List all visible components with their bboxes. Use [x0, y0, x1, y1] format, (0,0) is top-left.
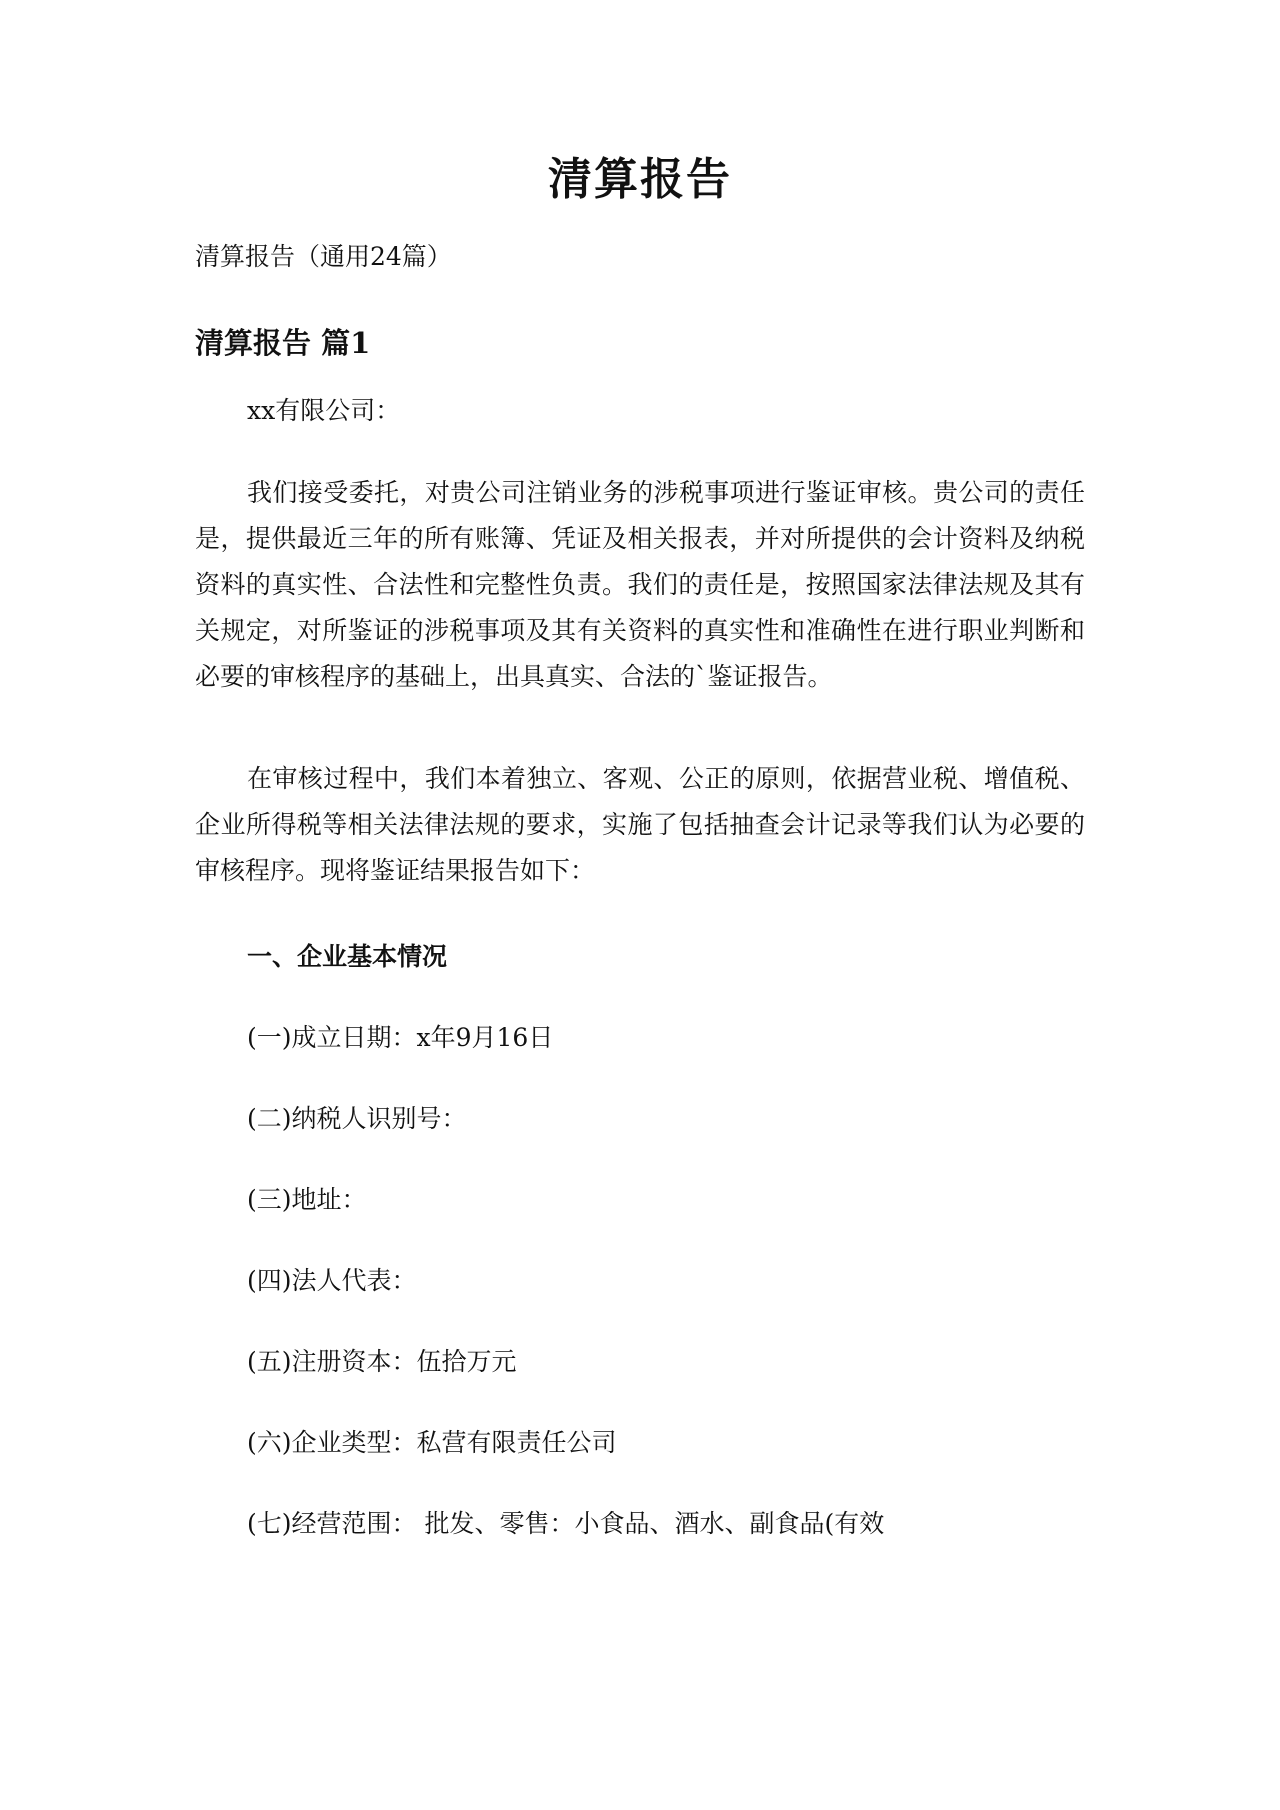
- info-item: (七)经营范围： 批发、零售：小食品、酒水、副食品(有效: [247, 1509, 885, 1538]
- info-item: (五)注册资本：伍拾万元: [247, 1347, 517, 1376]
- salutation-paragraph: xx有限公司：: [247, 396, 401, 425]
- info-item: (一)成立日期：x年9月16日: [247, 1023, 554, 1052]
- info-item: (三)地址：: [247, 1185, 367, 1214]
- body-paragraph: 在审核过程中，我们本着独立、客观、公正的原则，依据营业税、增值税、企业所得税等相关法律法规的要求，实施了包括抽查会计记录等我们认为必要的审核程序。现将鉴证结果报告如下：: [195, 764, 1085, 885]
- sub-heading: 一、企业基本情况: [247, 942, 448, 971]
- body-paragraph: 我们接受委托，对贵公司注销业务的涉税事项进行鉴证审核。贵公司的责任是，提供最近三年的所有账簿、凭证及相关报表，并对所提供的会计资料及纳税资料的真实性、合法性和完整性负责。我们的责任是，按照国家法律法规及其有关规定，对所鉴证的涉税事项及其有关资料的真实性和准确性在进行职业判断和必要的审核程序的基础上，出具真实、合法的`鉴证报告。: [195, 478, 1085, 691]
- document-title: 清算报告: [548, 154, 732, 205]
- info-item: (四)法人代表：: [247, 1266, 417, 1295]
- section-heading: 清算报告 篇1: [195, 326, 371, 360]
- info-item: (二)纳税人识别号：: [247, 1104, 467, 1133]
- document-subtitle: 清算报告（通用24篇）: [195, 242, 452, 271]
- info-item: (六)企业类型：私营有限责任公司: [247, 1428, 617, 1457]
